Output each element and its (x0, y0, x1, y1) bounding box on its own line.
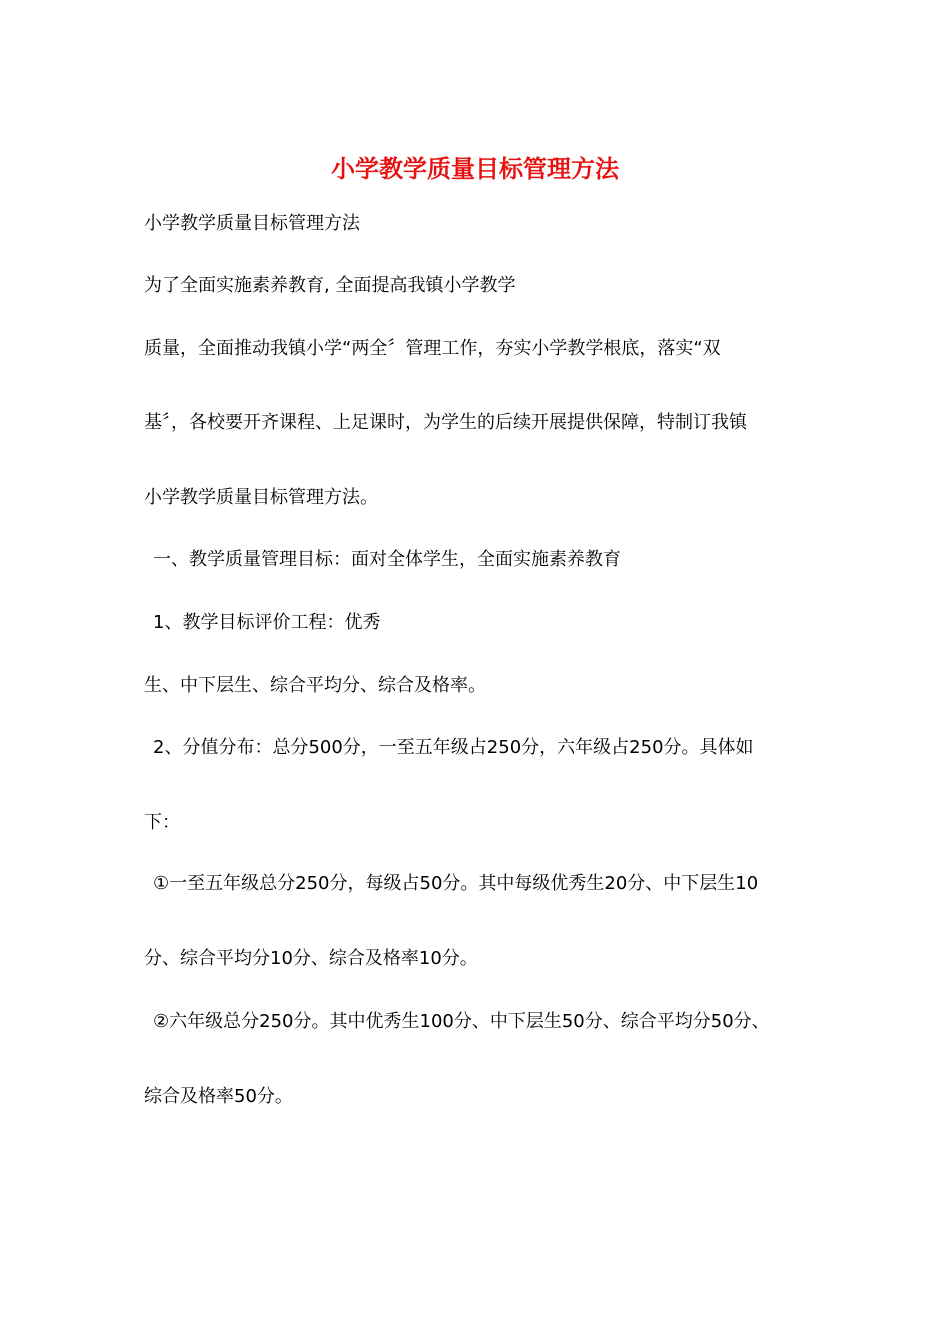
list-item: ②六年级总分250分。其中优秀生100分、中下层生50分、综合平均分50分、 (153, 1011, 770, 1032)
paragraph-line: 基〞，各校要开齐课程、上足课时，为学生的后续开展提供保障，特制订我镇 (144, 412, 747, 433)
paragraph-line: 1、教学目标评价工程：优秀 (153, 612, 381, 633)
paragraph-line: 小学教学质量目标管理方法 (144, 213, 360, 234)
section-heading: 一、教学质量管理目标：面对全体学生，全面实施素养教育 (153, 549, 621, 570)
document-title: 小学教学质量目标管理方法 (331, 154, 619, 183)
paragraph-line: 生、中下层生、综合平均分、综合及格率。 (144, 675, 486, 696)
paragraph-line: 下： (144, 812, 180, 833)
paragraph-line: 2、分值分布：总分500分，一至五年级占250分，六年级占250分。具体如 (153, 737, 754, 758)
paragraph-line: 质量，全面推动我镇小学“两全〞管理工作，夯实小学教学根底，落实“双 (144, 338, 721, 359)
paragraph-line: 小学教学质量目标管理方法。 (144, 487, 378, 508)
paragraph-line: 综合及格率50分。 (144, 1086, 293, 1107)
paragraph-line: 分、综合平均分10分、综合及格率10分。 (144, 948, 478, 969)
list-item: ①一至五年级总分250分，每级占50分。其中每级优秀生20分、中下层生10 (153, 873, 759, 894)
paragraph-line: 为了全面实施素养教育, 全面提高我镇小学教学 (144, 275, 516, 296)
